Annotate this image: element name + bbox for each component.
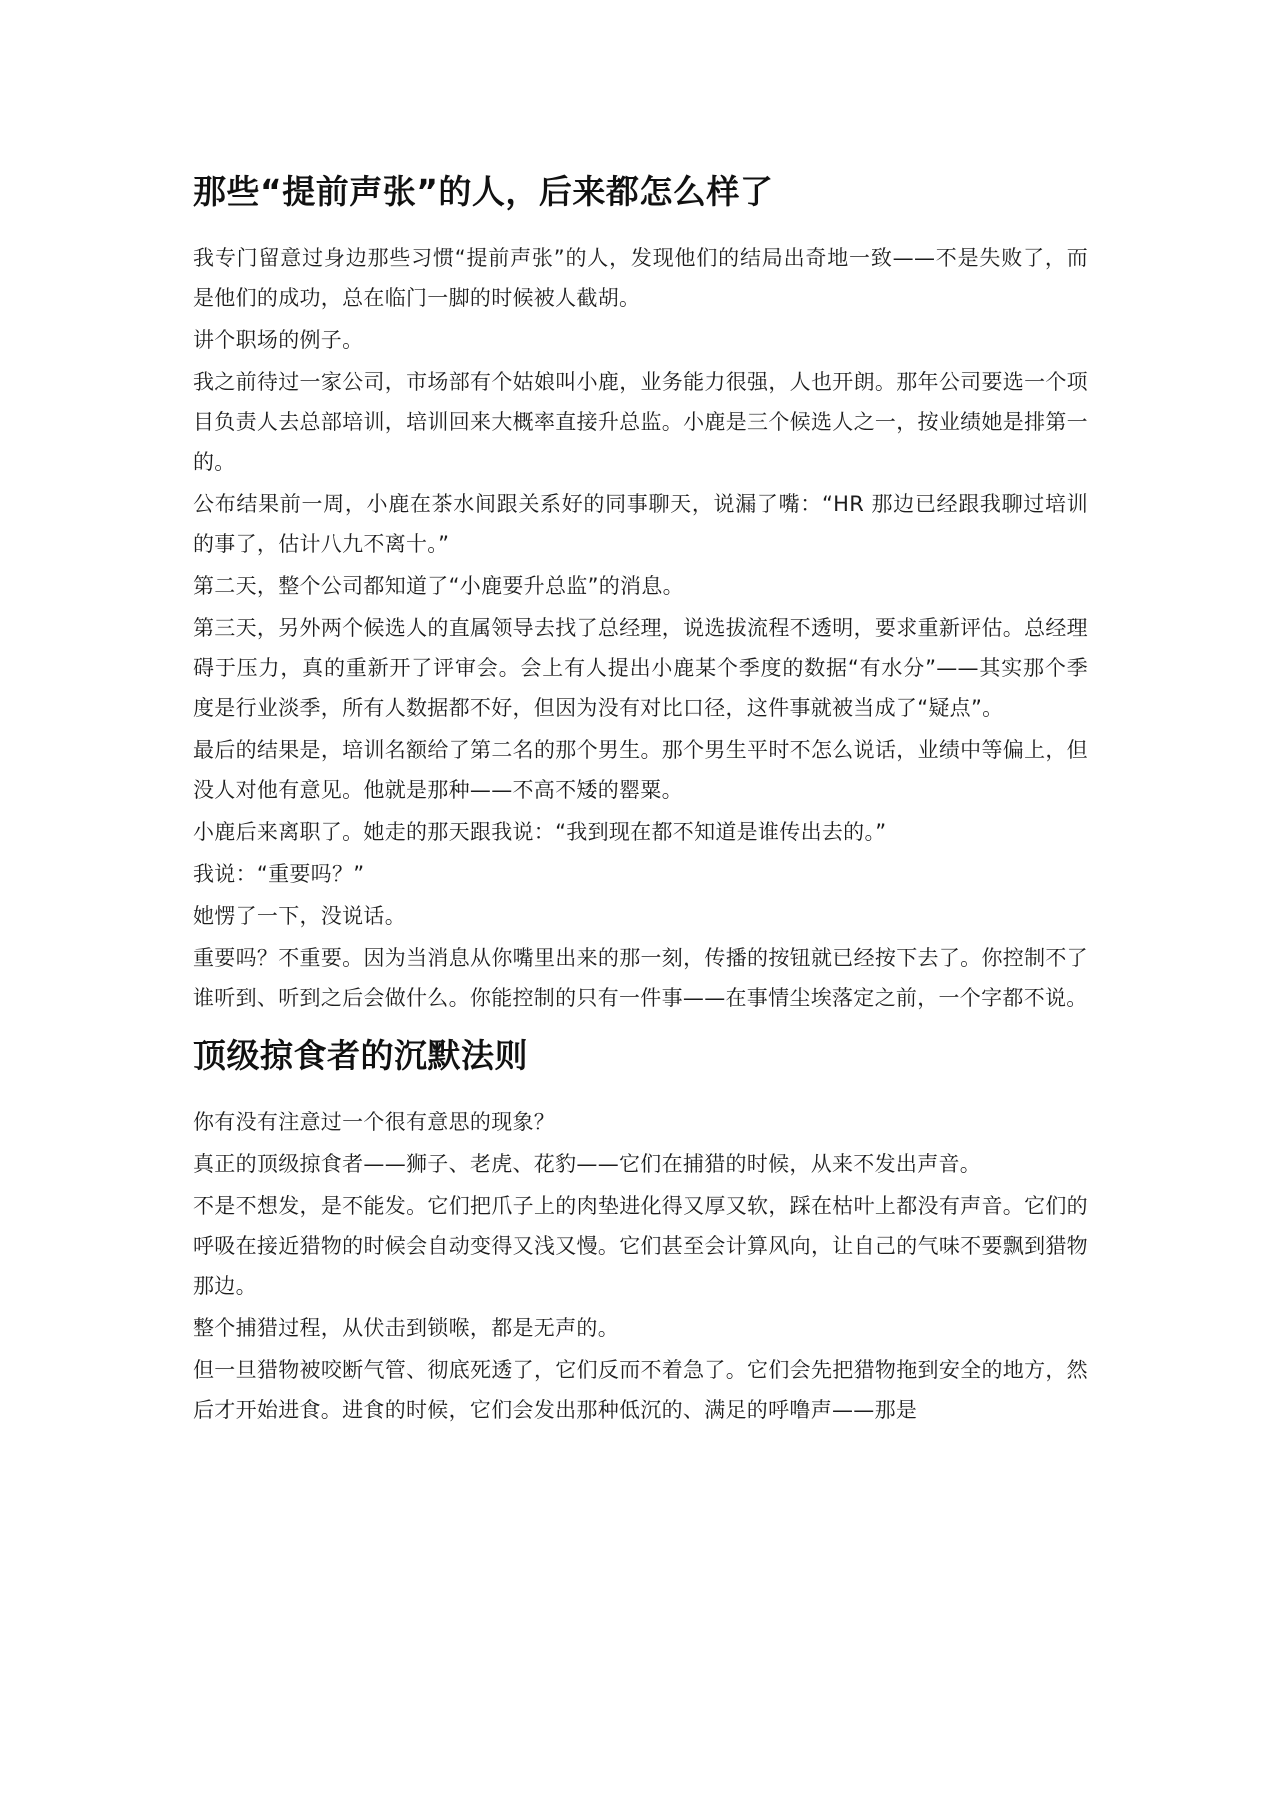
paragraph: 真正的顶级掠食者——狮子、老虎、花豹——它们在捕猎的时候，从来不发出声音。: [193, 1152, 982, 1176]
paragraph: 讲个职场的例子。: [193, 328, 364, 352]
paragraph: 重要吗？不重要。因为当消息从你嘴里出来的那一刻，传播的按钮就已经按下去了。你控制不了谁听到、听到之后会做什么。你能控制的只有一件事——在事情尘埃落定之前，一个字都不说。: [193, 946, 1088, 1010]
paragraph: 小鹿后来离职了。她走的那天跟我说：“我到现在都不知道是谁传出去的。”: [193, 820, 887, 844]
paragraph: 第二天，整个公司都知道了“小鹿要升总监”的消息。: [193, 574, 684, 598]
paragraph: 第三天，另外两个候选人的直属领导去找了总经理，说选拔流程不透明，要求重新评估。总经理碍于压力，真的重新开了评审会。会上有人提出小鹿某个季度的数据“有水分”——其实那个季度是行业淡季，所有人数据都不好，但因为没有对比口径，这件事就被当成了“疑点”。: [193, 616, 1088, 720]
paragraph: 公布结果前一周，小鹿在茶水间跟关系好的同事聊天，说漏了嘴：“HR 那边已经跟我聊过培训的事了，估计八九不离十。”: [193, 492, 1088, 556]
section-heading: 顶级掠食者的沉默法则: [193, 1036, 528, 1075]
article-body: [193, 170, 1088, 1432]
paragraph: 最后的结果是，培训名额给了第二名的那个男生。那个男生平时不怎么说话，业绩中等偏上，但没人对他有意见。他就是那种——不高不矮的罂粟。: [193, 738, 1088, 802]
paragraph: 我说：“重要吗？”: [193, 862, 365, 886]
paragraph: 你有没有注意过一个很有意思的现象？: [193, 1110, 556, 1134]
section-heading: 那些“提前声张”的人，后来都怎么样了: [193, 172, 774, 211]
paragraph: 不是不想发，是不能发。它们把爪子上的肉垫进化得又厚又软，踩在枯叶上都没有声音。它们的呼吸在接近猎物的时候会自动变得又浅又慢。它们甚至会计算风向，让自己的气味不要飘到猎物那边。: [193, 1194, 1088, 1298]
paragraph: 整个捕猎过程，从伏击到锁喉，都是无声的。: [193, 1316, 619, 1340]
paragraph: 我专门留意过身边那些习惯“提前声张”的人，发现他们的结局出奇地一致——不是失败了，而是他们的成功，总在临门一脚的时候被人截胡。: [193, 246, 1088, 310]
paragraph: 她愣了一下，没说话。: [193, 904, 406, 928]
paragraph: 我之前待过一家公司，市场部有个姑娘叫小鹿，业务能力很强，人也开朗。那年公司要选一个项目负责人去总部培训，培训回来大概率直接升总监。小鹿是三个候选人之一，按业绩她是排第一的。: [193, 370, 1088, 474]
paragraph: 但一旦猎物被咬断气管、彻底死透了，它们反而不着急了。它们会先把猎物拖到安全的地方，然后才开始进食。进食的时候，它们会发出那种低沉的、满足的呼噜声——那是: [193, 1358, 1088, 1422]
